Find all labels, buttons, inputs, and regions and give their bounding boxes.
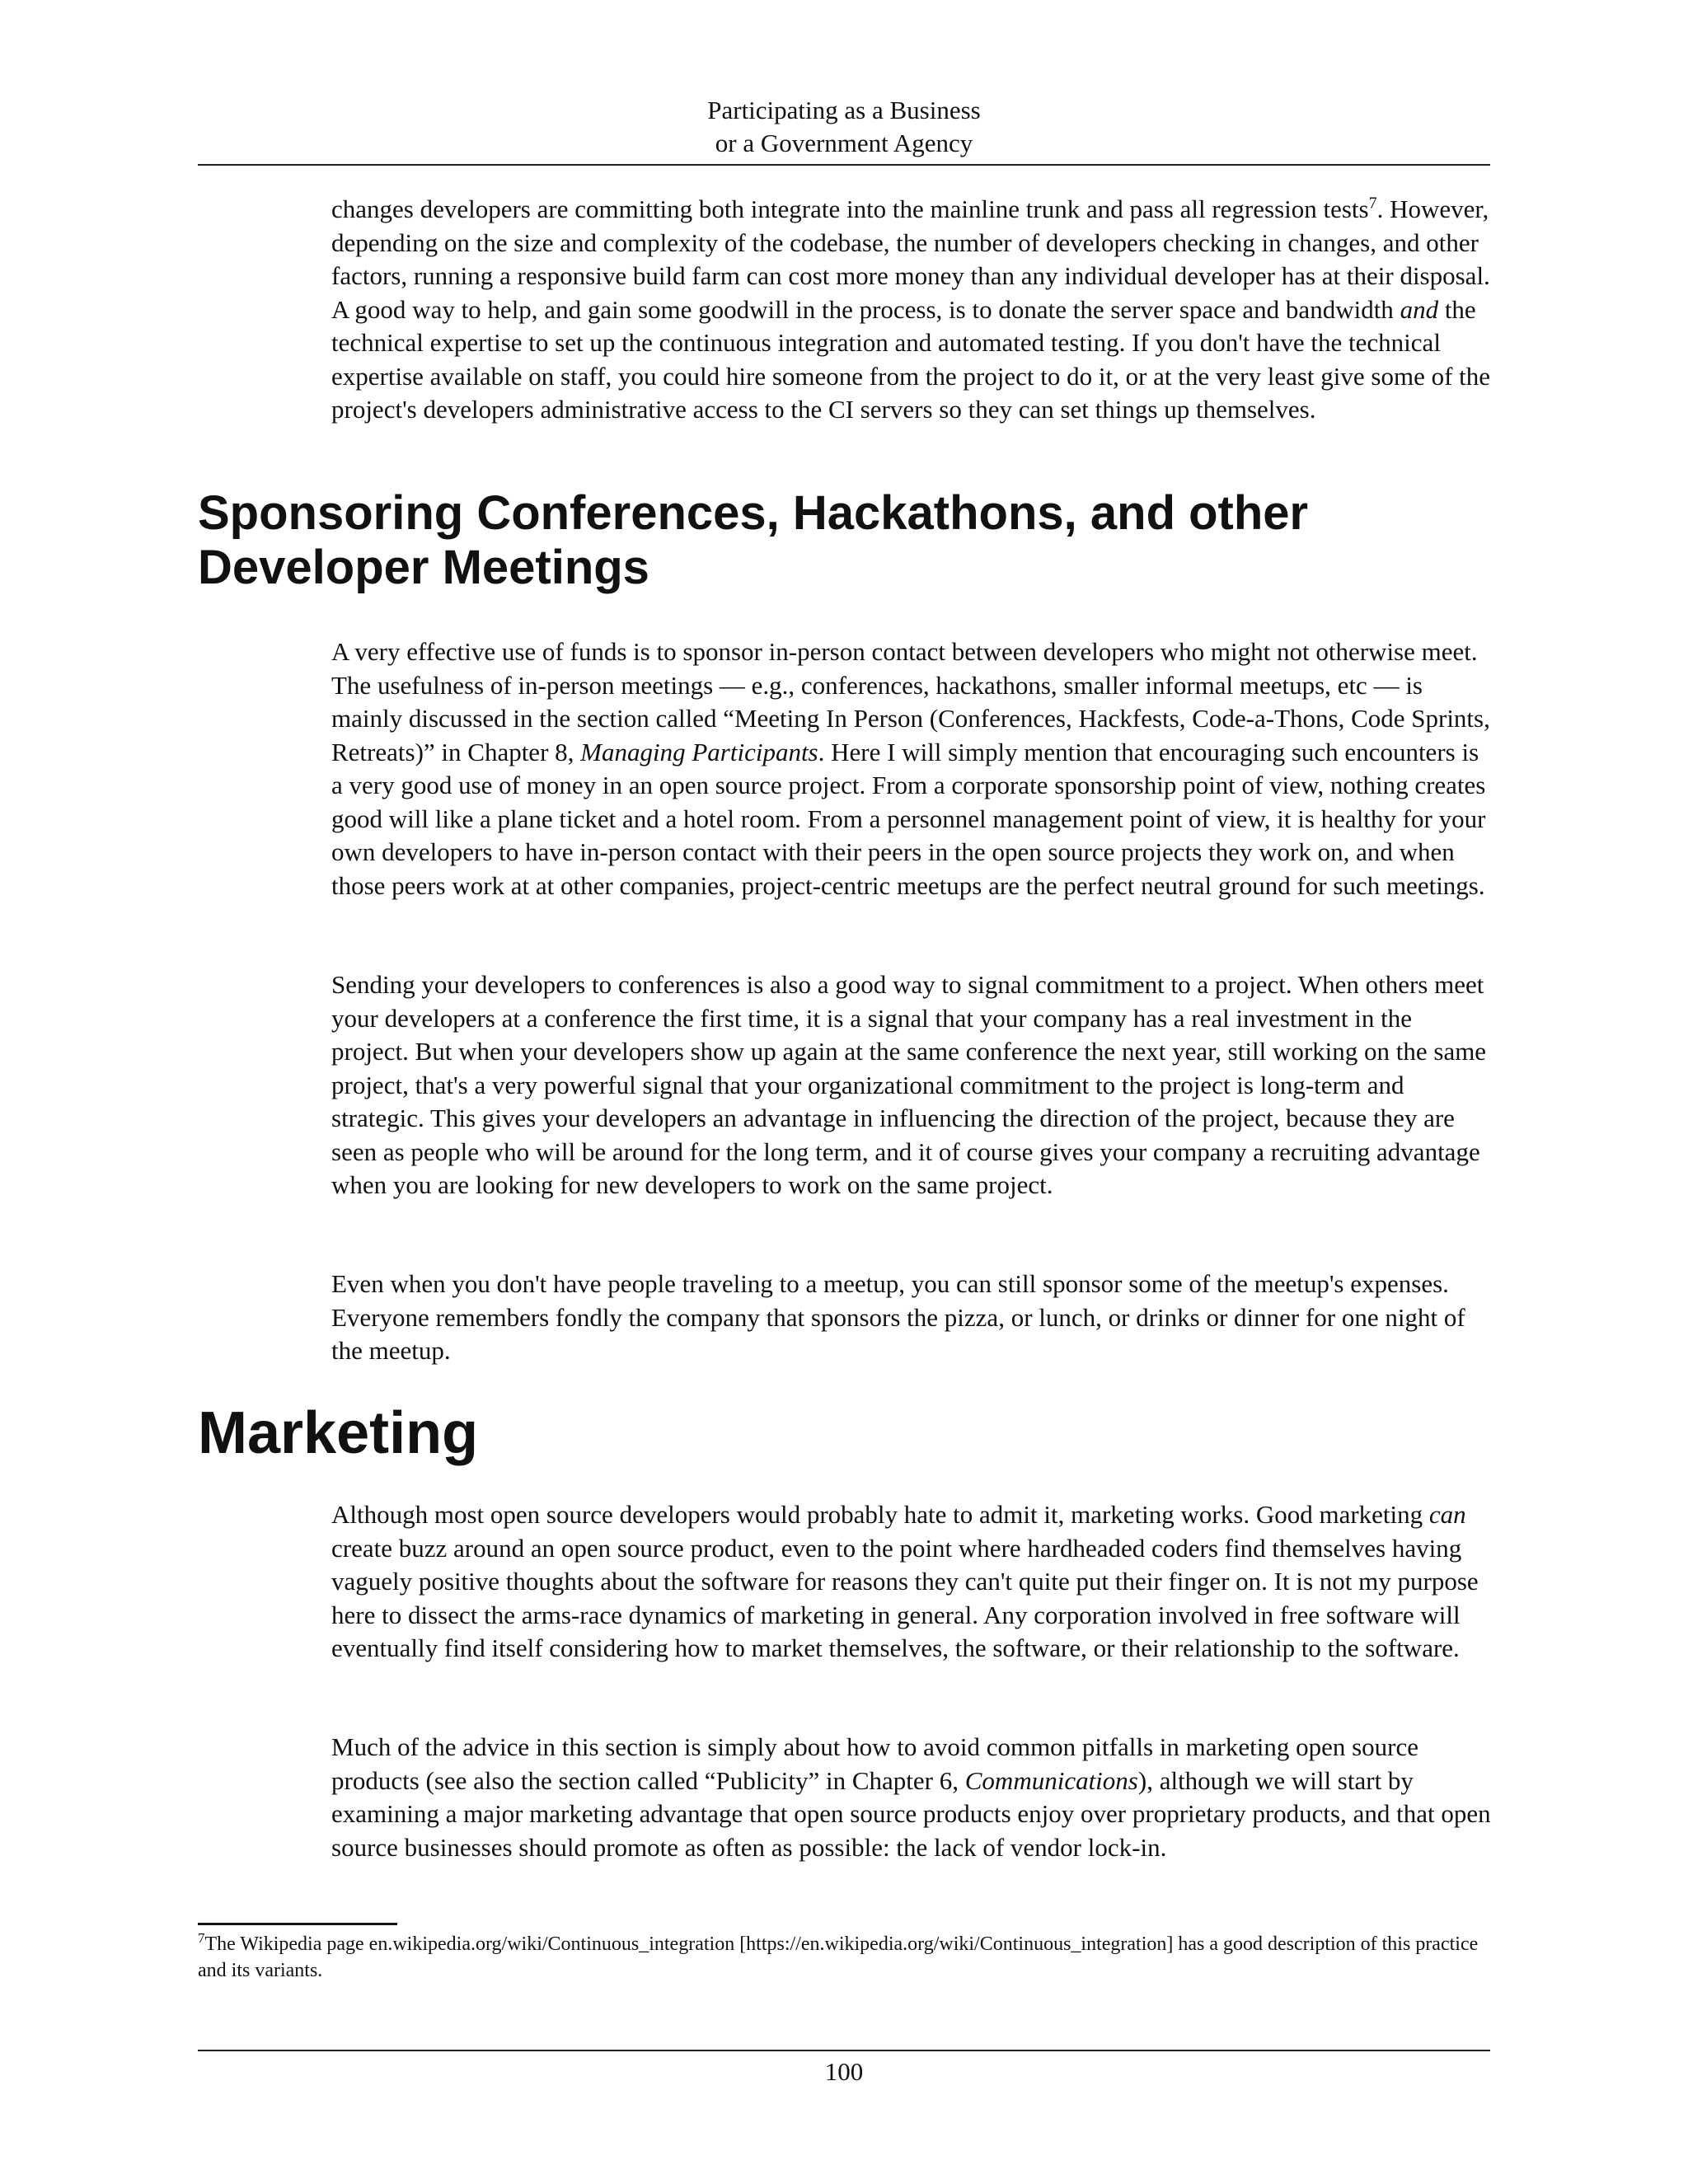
running-header-line-1: Participating as a Business [707, 96, 981, 124]
footnote [198, 1931, 1490, 1984]
chapter-title-communications: Communications [964, 1765, 1138, 1795]
paragraph-sponsoring-funds [331, 635, 1492, 902]
header-rule [198, 164, 1490, 166]
paragraph-text: create buzz around an open source product, even to the point where hardheaded coders find themselves having vaguely positive thoughts about the software for reasons they can't quite put their finger on. It is not my purpose here to dissect the arms-race dynamics of marketing in general. Any corporation involved in free software will eventually find itself considering how to market themselves, the software, or their relationship to the software. [331, 1533, 1479, 1662]
footnote-rule [198, 1923, 397, 1925]
paragraph-text: A very effective use of funds is to sponsor in-person contact between developers who might not otherwise meet. The usefulness of in-person meetings — e.g., conferences, hackathons, smaller informal meetups, etc — is mainly discussed in the section called “Meeting In Person (Conferences, Hackfests, Code-a-Thons, Code Sprints, Retreats)” in Chapter 8, [331, 637, 1490, 766]
paragraph-marketing-works [331, 1498, 1492, 1666]
page-number: 100 [824, 2057, 864, 2086]
footnote-reference[interactable]: 7 [1368, 194, 1377, 213]
paragraph-text: . However, depending on the size and complexity of the codebase, the number of developers checking in changes, and other factors, running a responsive build farm can cost more money than any individual developer has at their disposal. A good way to help, and gain some goodwill in the process, is to donate the server space and bandwidth [331, 194, 1490, 324]
paragraph-text: changes developers are committing both integrate into the mainline trunk and pass all regression tests [331, 194, 1369, 223]
paragraph-text: Much of the advice in this section is simply about how to avoid common pitfalls in marketing open source products (see also the section called “Publicity” in Chapter 6, [331, 1732, 1418, 1795]
paragraph-meetup-expenses: Even when you don't have people traveling to a meetup, you can still sponsor some of the meetup's expenses. Everyone remembers fondly the company that sponsors the pizza, or lunch, or drinks or dinner for one night of the meetup. [331, 1269, 1465, 1365]
running-header [198, 94, 1490, 160]
emphasis-text: and [1400, 294, 1439, 324]
paragraph-text: Although most open source developers would probably hate to admit it, marketing works. Good marketing [331, 1500, 1429, 1529]
emphasis-text: can [1428, 1500, 1466, 1529]
footer-rule [198, 2050, 1490, 2051]
paragraph-text: the technical expertise to set up the continuous integration and automated testing. If you don't have the technical expertise available on staff, you could hire someone from the project to do it, or at the very least give some of the project's developers administrative access to the CI servers so they can set things up themselves. [331, 294, 1491, 424]
running-header-line-2: or a Government Agency [715, 129, 973, 157]
chapter-title-managing-participants: Managing Participants [580, 737, 818, 766]
paragraph-marketing-advice [331, 1731, 1492, 1864]
footnote-text[interactable]: The Wikipedia page en.wikipedia.org/wiki/Continuous_integration [https://en.wikipedia.org/wiki/Continuous_integration] has a good description of this practice and its variants. [198, 1933, 1479, 1981]
paragraph-ci-continuation [331, 193, 1492, 427]
section-heading-marketing: Marketing [198, 1400, 479, 1466]
paragraph-text: ), although we will start by examining a major marketing advantage that open source products enjoy over proprietary products, and that open source businesses should promote as often as possible: the lack of vendor lock-in. [331, 1765, 1491, 1862]
paragraph-text: . Here I will simply mention that encouraging such encounters is a very good use of money in an open source project. From a corporate sponsorship point of view, nothing creates good will like a plane ticket and a hotel room. From a personnel management point of view, it is healthy for your own developers to have in-person contact with their peers in the open source projects they work on, and when those peers work at at other companies, project-centric meetups are the perfect neutral ground for such meetings. [331, 737, 1486, 900]
footnote-mark: 7 [198, 1930, 205, 1946]
section-heading-sponsoring: Sponsoring Conferences, Hackathons, and other Developer Meetings [198, 486, 1309, 594]
paragraph-sending-developers: Sending your developers to conferences is also a good way to signal commitment to a project. When others meet your developers at a conference the first time, it is a signal that your company has a real investment in the project. But when your developers show up again at the same conference the next year, still working on the same project, that's a very powerful signal that your organizational commitment to the project is long-term and strategic. This gives your developers an advantage in influencing the direction of the project, because they are seen as people who will be around for the long term, and it of course gives your company a recruiting advantage when you are looking for new developers to work on the same project. [331, 970, 1487, 1199]
